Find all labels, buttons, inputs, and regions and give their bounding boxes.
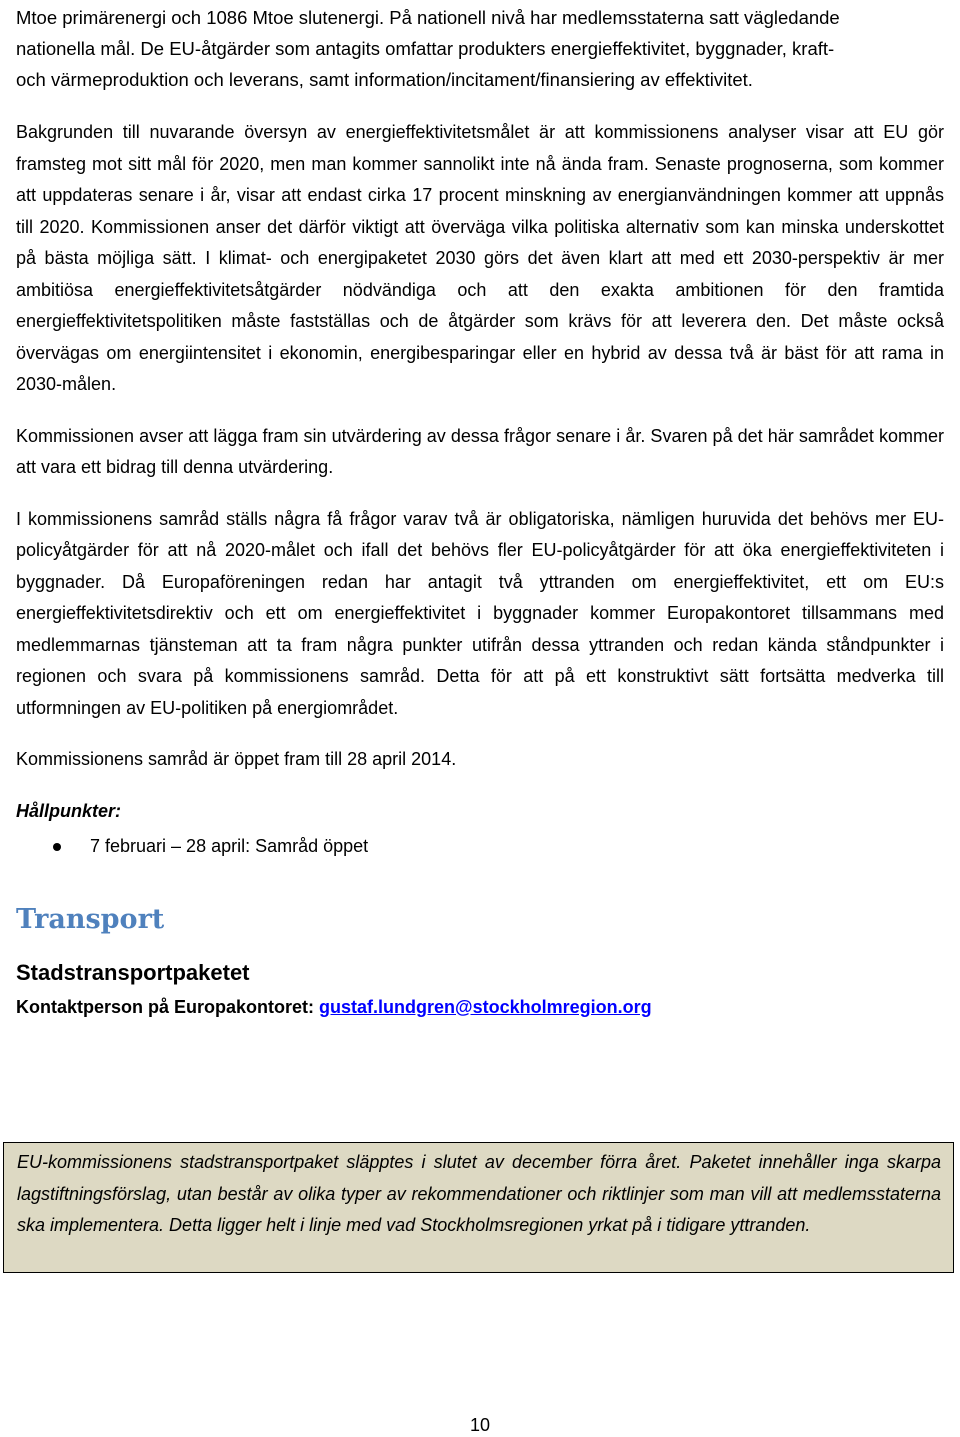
milestones-heading: Hållpunkter:	[16, 800, 122, 821]
paragraph-evaluation: Kommissionen avser att lägga fram sin utvärdering av dessa frågor senare i år. Svaren på det här samrådet kommer att vara ett bidrag till denna utvärdering.	[16, 425, 944, 477]
section-title: Transport	[16, 903, 165, 935]
paragraph-consultation: I kommissionens samråd ställs några få frågor varav två är obligatoriska, nämligen huruvida det behövs mer EU-policyåtgärder för att nå 2020-målet och ifall det behövs fler EU-policyåtgärder för att öka energieffektiviteten i byggnader. Då Europaföreningen redan har antagit två yttranden om energieffektivitet, ett om EU:s energieffektivitetsdirektiv och ett om energieffektivitet i byggnader kommer Europakontoret tillsammans med medlemmarnas tjänsteman att ta fram några punkter utifrån dessa yttranden och redan kända ståndpunkter i regionen och svara på kommissionens samråd. Detta för att på ett konstruktivt sätt fortsätta medverka till utformningen av EU-politiken på energiområdet.	[16, 508, 944, 718]
intro-line: Mtoe primärenergi och 1086 Mtoe slutenergi. På nationell nivå har medlemsstaterna satt vägledande	[16, 7, 840, 28]
milestone-text: 7 februari – 28 april: Samråd öppet	[90, 835, 369, 856]
bullet-icon	[53, 843, 61, 851]
paragraph-background: Bakgrunden till nuvarande översyn av energieffektivitetsmålet är att kommissionens analyser visar att EU gör framsteg mot sitt mål för 2020, men man kommer sannolikt inte nå ända fram. Senaste prognoserna, som kommer att uppdateras senare i år, visar att endast cirka 17 procent minskning av energianvändningen kommer att uppnås till 2020. Kommissionen anser det därför viktigt att överväga vilka politiska alternativ som kan minska underskottet på bästa möjliga sätt. I klimat- och energipaketet 2030 görs det även klart att med ett 2030-perspektiv är mer ambitiösa energieffektivitetsåtgärder nödvändiga och att den exakta ambitionen för den framtida energieffektivitetspolitiken måste fastställas och de åtgärder som krävs för att leverera den. Det måste också övervägas om energiintensitet i ekonomin, energibesparingar eller en hybrid av dessa två är bäst för att rama in 2030-målen.	[16, 122, 944, 394]
intro-line: nationella mål. De EU-åtgärder som antagits omfattar produkters energieffektivitet, byggnader, kraft-	[16, 38, 835, 59]
milestones-list	[16, 831, 944, 862]
paragraph-deadline: Kommissionens samråd är öppet fram till 28 april 2014.	[16, 749, 457, 769]
intro-line: och värmeproduktion och leverans, samt information/incitament/finansiering av effektivitet.	[16, 69, 753, 90]
list-item	[16, 831, 944, 862]
contact-line	[16, 992, 944, 1022]
subsection-title: Stadstransportpaketet	[16, 959, 250, 985]
contact-label: Kontaktperson på Europakontoret:	[16, 996, 320, 1017]
summary-text: EU-kommissionens stadstransportpaket släpptes i slutet av december förra året. Paketet innehåller inga skarpa lagstiftningsförslag, utan består av olika typer av rekommendationer och riktlinjer som man vill att medlemsstaterna ska implementera. Detta ligger helt i linje med vad Stockholmsregionen yrkat på i tidigare yttranden.	[17, 1152, 941, 1235]
summary-box	[3, 1142, 954, 1273]
document-page	[16, 0, 944, 1022]
page-number: 10	[469, 1415, 491, 1435]
intro-text	[16, 0, 944, 95]
contact-email-link[interactable]: gustaf.lundgren@stockholmregion.org	[319, 996, 652, 1017]
